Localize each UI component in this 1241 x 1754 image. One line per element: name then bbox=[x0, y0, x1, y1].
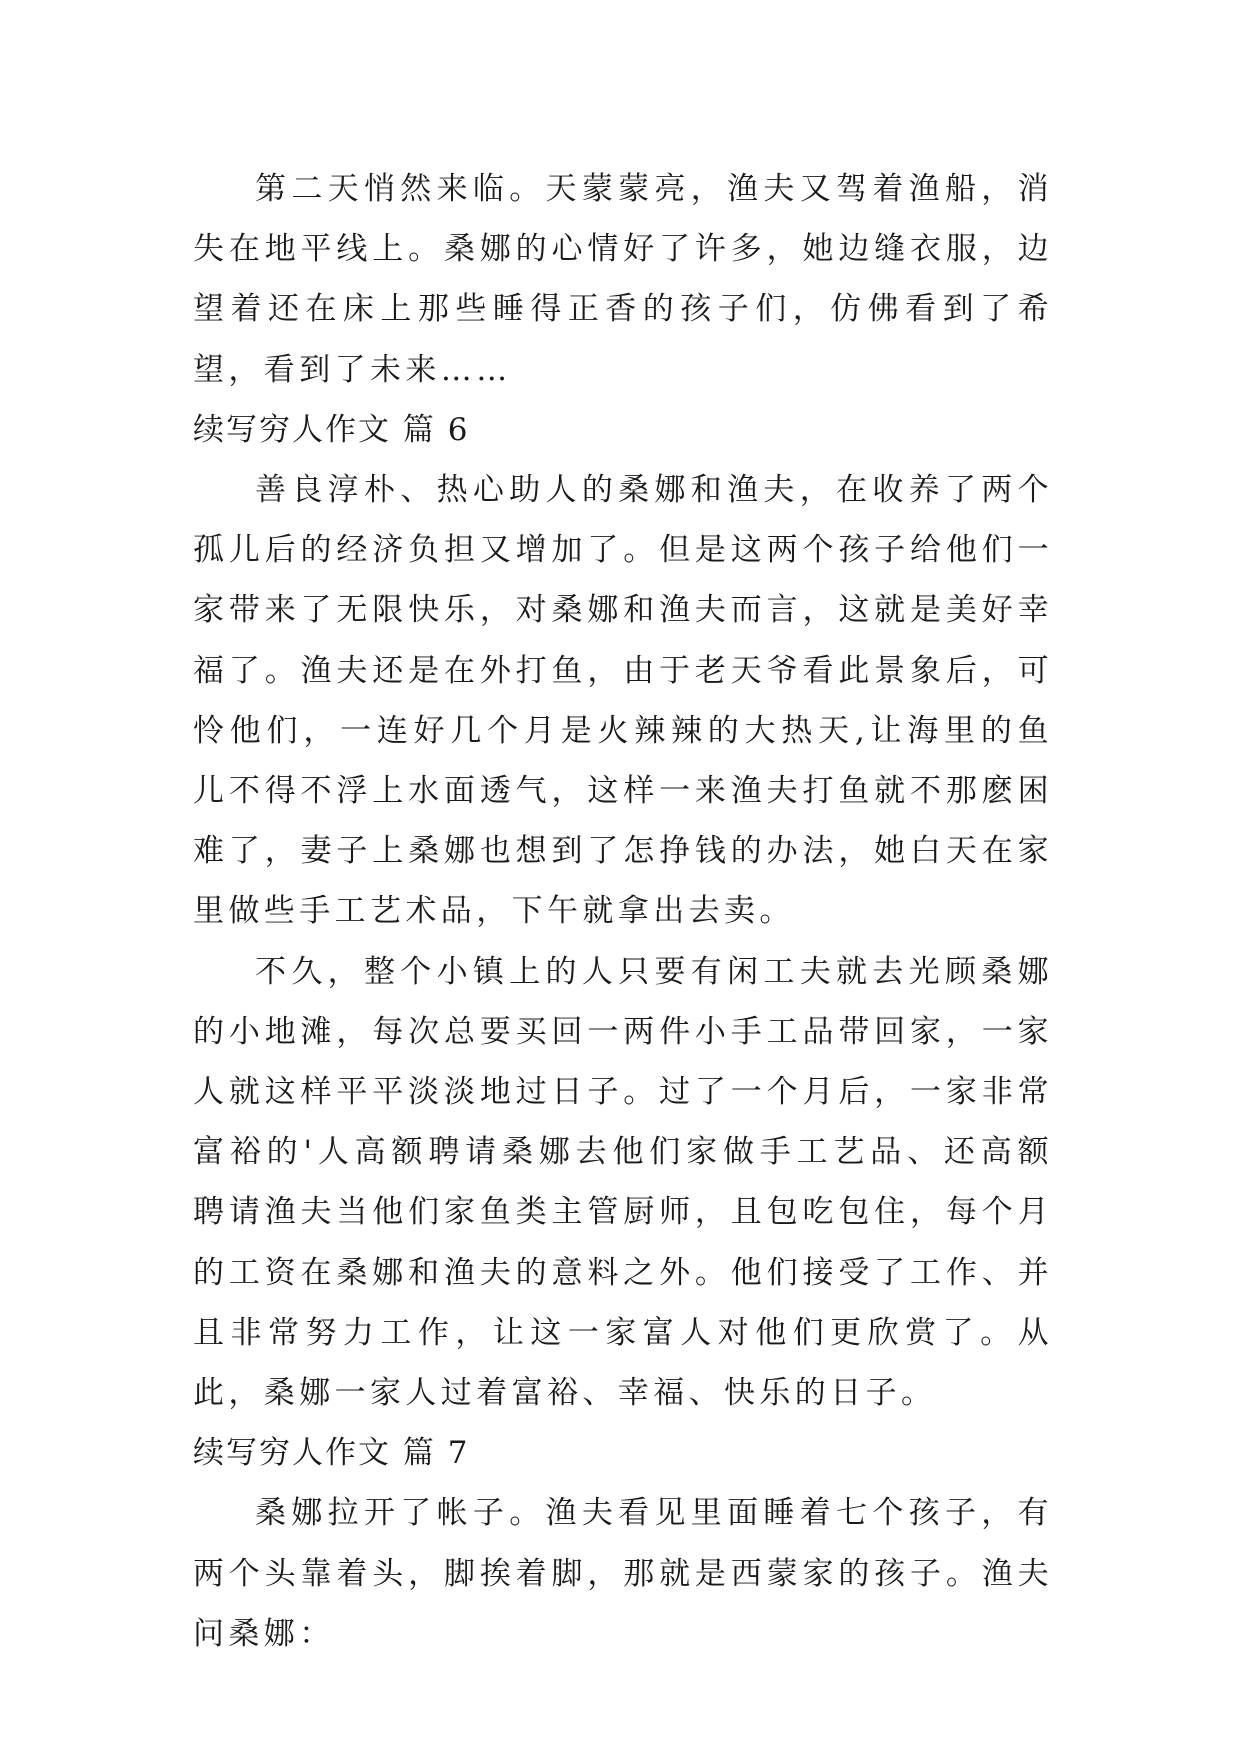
paragraph-curtain: 桑娜拉开了帐子。渔夫看见里面睡着七个孩子，有两个头靠着头，脚挨着脚，那就是西蒙家的孩子。渔夫问桑娜： bbox=[193, 1495, 1053, 1652]
paragraph-town: 不久，整个小镇上的人只要有闲工夫就去光顾桑娜的小地滩，每次总要买回一两件小手工品带回家，一家人就这样平平淡淡地过日子。过了一个月后，一家非常富裕的'人高额聘请桑娜去他们家做手工艺品、还高额聘请渔夫当他们家鱼类主管厨师，且包吃包住，每个月的工资在桑娜和渔夫的意料之外。他们接受了工作、并且非常努力工作，让这一家富人对他们更欣赏了。从此，桑娜一家人过着富裕、幸福、快乐的日子。 bbox=[193, 953, 1053, 1412]
paragraph-morning: 第二天悄然来临。天蒙蒙亮，渔夫又驾着渔船，消失在地平线上。桑娜的心情好了许多，她边缝衣服，边望着还在床上那些睡得正香的孩子们，仿佛看到了希望，看到了未来…… bbox=[193, 171, 1053, 388]
document-body bbox=[193, 159, 1053, 1664]
section-heading-6: 续写穷人作文 篇 6 bbox=[193, 411, 470, 448]
section-heading-7: 续写穷人作文 篇 7 bbox=[193, 1435, 470, 1472]
paragraph-kindness: 善良淳朴、热心助人的桑娜和渔夫，在收养了两个孤儿后的经济负担又增加了。但是这两个孩子给他们一家带来了无限快乐，对桑娜和渔夫而言，这就是美好幸福了。渔夫还是在外打鱼，由于老天爷看此景象后，可怜他们，一连好几个月是火辣辣的大热天,让海里的鱼儿不得不浮上水面透气，这样一来渔夫打鱼就不那麽困难了，妻子上桑娜也想到了怎挣钱的办法，她白天在家里做些手工艺术品，下午就拿出去卖。 bbox=[193, 472, 1053, 930]
